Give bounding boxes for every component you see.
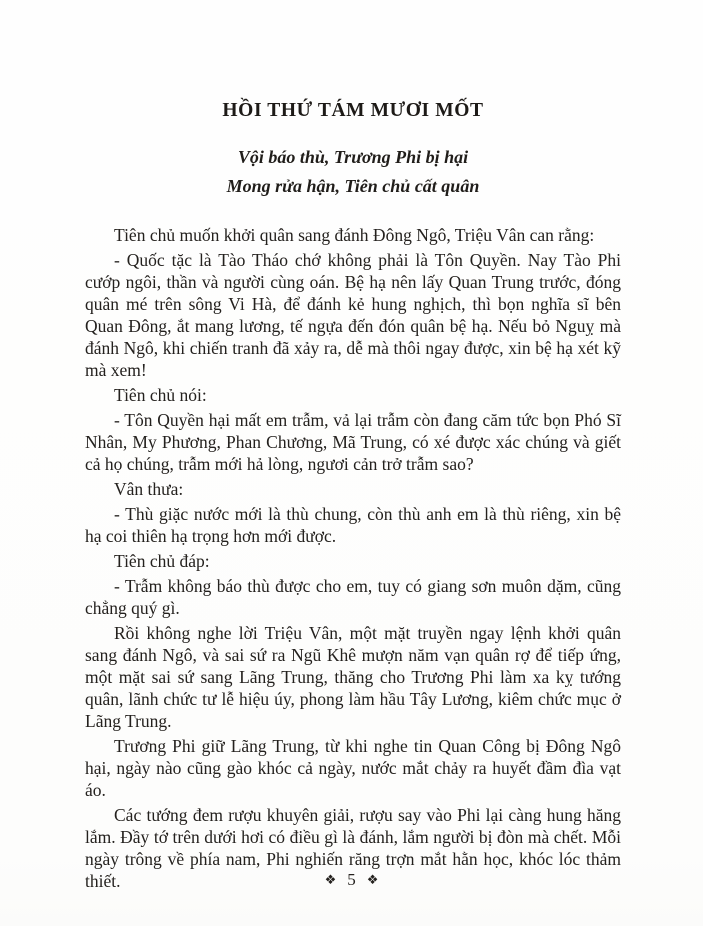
text-block	[85, 0, 621, 895]
chapter-subtitle-line-1: Vội báo thù, Trương Phi bị hại	[237, 147, 469, 167]
body-paragraph: Rồi không nghe lời Triệu Vân, một mặt truyền ngay lệnh khởi quân sang đánh Ngô, và sai sứ ra Ngũ Khê mượn năm vạn quân rợ để tiếp ứng, một mặt sai sứ sang Lãng Trung, thăng cho Trương Phi làm xa kỵ tướng quân, lãnh chức tư lễ hiệu úy, phong làm hầu Tây Lương, kiêm chức mục ở Lãng Trung.	[85, 623, 621, 731]
body-paragraph: - Trẫm không báo thù được cho em, tuy có giang sơn muôn dặm, cũng chẳng quý gì.	[85, 576, 621, 618]
footer-ornament-right-icon: ❖	[366, 873, 379, 888]
chapter-subtitle-line-2: Mong rửa hận, Tiên chủ cất quân	[226, 176, 480, 196]
chapter-subtitle	[85, 143, 621, 201]
body-paragraph: Trương Phi giữ Lãng Trung, từ khi nghe tin Quan Công bị Đông Ngô hại, ngày nào cũng gào khóc cả ngày, nước mắt chảy ra huyết đầm đìa vạt áo.	[85, 736, 621, 800]
body-paragraph: Tiên chủ nói:	[114, 385, 207, 405]
body-paragraph: - Tôn Quyền hại mất em trẫm, vả lại trẫm còn đang căm tức bọn Phó Sĩ Nhân, My Phương, Phan Chương, Mã Trung, có xé được xác chúng và giết cả họ chúng, trẫm mới hả lòng, ngươi cản trở trẫm sao?	[85, 410, 621, 474]
body-paragraph: Các tướng đem rượu khuyên giải, rượu say vào Phi lại càng hung hăng lắm. Đầy tớ trên dưới hơi có điều gì là đánh, lắm người bị đòn mà chết. Mỗi ngày trông về phía nam, Phi nghiến răng trợn mắt hằn học, khóc lóc thảm thiết.	[85, 805, 621, 891]
body-paragraph: Vân thưa:	[114, 479, 184, 499]
body-paragraph: Tiên chủ muốn khởi quân sang đánh Đông Ngô, Triệu Vân can rằng:	[114, 225, 595, 245]
body-paragraph: Tiên chủ đáp:	[114, 551, 210, 571]
body-paragraph: - Quốc tặc là Tào Tháo chớ không phải là Tôn Quyền. Nay Tào Phi cướp ngôi, thần và người cùng oán. Bệ hạ nên lấy Quan Trung trước, đóng quân mé trên sông Vi Hà, để đánh kẻ hung nghịch, thì bọn nghĩa sĩ bên Quan Đông, ắt mang lương, tế ngựa đến đón quân bệ hạ. Nếu bỏ Nguỵ mà đánh Ngô, khi chiến tranh đã xảy ra, dễ mà thôi ngay được, xin bệ hạ xét kỹ mà xem!	[85, 250, 621, 380]
page-footer	[0, 870, 703, 890]
footer-ornament-left-icon: ❖	[324, 873, 337, 888]
body-paragraph: - Thù giặc nước mới là thù chung, còn thù anh em là thù riêng, xin bệ hạ coi thiên hạ trọng hơn mới được.	[85, 504, 621, 546]
body-text	[85, 224, 621, 892]
chapter-title: HỒI THỨ TÁM MƯƠI MỐT	[222, 100, 484, 121]
page-number: 5	[347, 870, 356, 889]
